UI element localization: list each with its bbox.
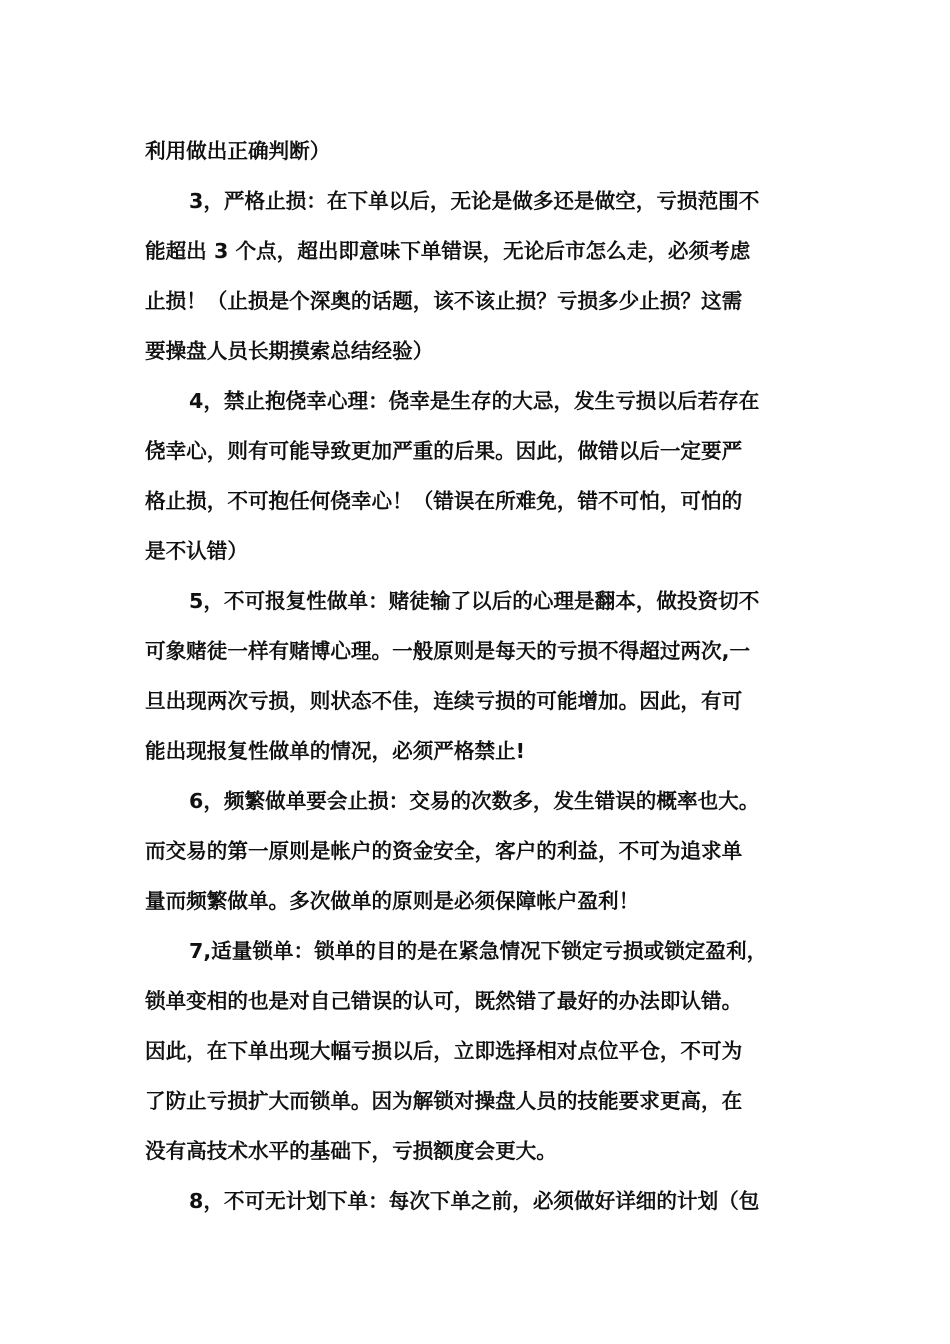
text-line: 要操盘人员长期摸索总结经验） (145, 339, 434, 363)
text-line: 可象赌徒一样有赌博心理。一般原则是每天的亏损不得超过两次,一 (145, 639, 751, 663)
document-body (145, 126, 813, 1226)
text-line: 是不认错） (145, 539, 248, 563)
text-line: 而交易的第一原则是帐户的资金安全，客户的利益，不可为追求单 (145, 839, 743, 863)
paragraph-start-line: 3，严格止损：在下单以后，无论是做多还是做空，亏损范围不 (189, 189, 760, 213)
text-line: 因此，在下单出现大幅亏损以后，立即选择相对点位平仓，不可为 (145, 1039, 743, 1063)
text-line: 没有高技术水平的基础下，亏损额度会更大。 (145, 1139, 557, 1163)
text-line: 利用做出正确判断） (145, 139, 331, 163)
text-line: 止损！（止损是个深奥的话题，该不该止损？亏损多少止损？这需 (145, 289, 743, 313)
paragraph-start-line: 7,适量锁单：锁单的目的是在紧急情况下锁定亏损或锁定盈利， (189, 939, 768, 963)
paragraph-start-line: 6，频繁做单要会止损：交易的次数多，发生错误的概率也大。 (189, 789, 760, 813)
text-line: 能超出 3 个点，超出即意味下单错误，无论后市怎么走，必须考虑 (145, 239, 751, 263)
paragraph-start-line: 8，不可无计划下单：每次下单之前，必须做好详细的计划（包 (189, 1189, 760, 1213)
text-line: 能出现报复性做单的情况，必须严格禁止! (145, 739, 526, 763)
text-line: 侥幸心，则有可能导致更加严重的后果。因此，做错以后一定要严 (145, 439, 743, 463)
text-line: 旦出现两次亏损，则状态不佳，连续亏损的可能增加。因此，有可 (145, 689, 743, 713)
paragraph-start-line: 5，不可报复性做单：赌徒输了以后的心理是翻本，做投资切不 (189, 589, 760, 613)
text-line: 格止损，不可抱任何侥幸心！（错误在所难免，错不可怕，可怕的 (145, 489, 743, 513)
paragraph-start-line: 4，禁止抱侥幸心理：侥幸是生存的大忌，发生亏损以后若存在 (189, 389, 760, 413)
text-line: 锁单变相的也是对自己错误的认可，既然错了最好的办法即认错。 (145, 989, 743, 1013)
text-line: 了防止亏损扩大而锁单。因为解锁对操盘人员的技能要求更高，在 (145, 1089, 743, 1113)
text-line: 量而频繁做单。多次做单的原则是必须保障帐户盈利！ (145, 889, 640, 913)
